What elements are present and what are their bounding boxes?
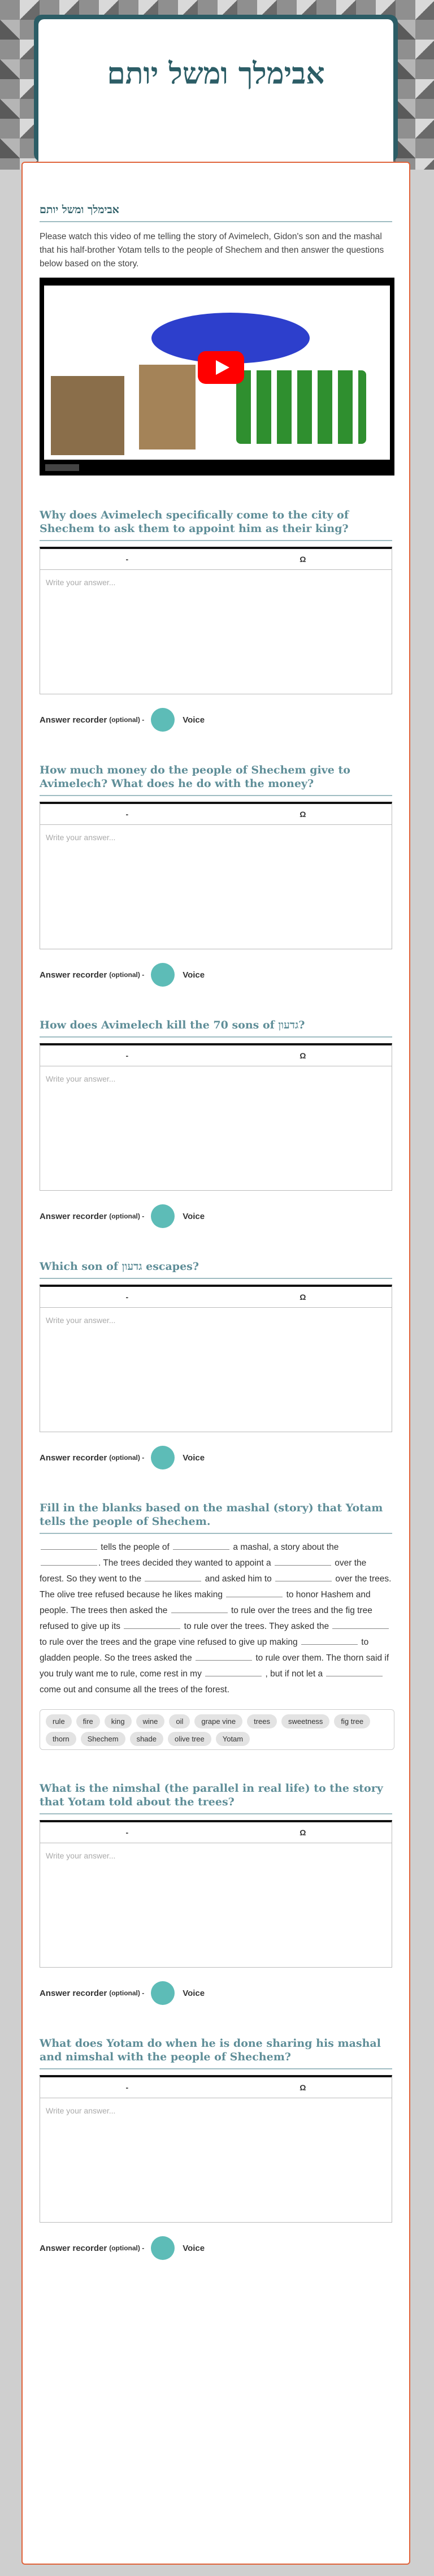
voice-label: Voice [183, 2243, 205, 2253]
question-title: Which son of גדעון escapes? [40, 1260, 392, 1279]
voice-label: Voice [183, 970, 205, 980]
blank-input[interactable] [275, 1572, 332, 1581]
word-chip[interactable]: trees [247, 1714, 277, 1728]
blank-input[interactable] [275, 1556, 331, 1566]
recorder-label: Answer recorder [40, 1453, 107, 1463]
header-inner [38, 19, 393, 162]
word-chip[interactable]: Shechem [81, 1732, 125, 1746]
question-block [40, 1018, 392, 1228]
recorder-optional: (optional) - [109, 1454, 145, 1462]
voice-record-button[interactable] [151, 2236, 175, 2260]
word-chip[interactable]: sweetness [281, 1714, 329, 1728]
subscript-button[interactable]: - [125, 1293, 129, 1302]
answer-textbox[interactable]: Write your answer... [40, 1308, 392, 1432]
voice-record-button[interactable] [151, 708, 175, 732]
subscript-button[interactable]: - [125, 1051, 129, 1060]
blank-input[interactable] [41, 1540, 97, 1550]
answer-recorder [40, 2236, 392, 2260]
question-title: What is the nimshal (the parallel in real life) to the story that Yotam told about the trees? [40, 1782, 392, 1814]
header-card [34, 15, 398, 162]
answer-textbox[interactable]: Write your answer... [40, 570, 392, 694]
figure-image [139, 365, 196, 449]
recorder-optional: (optional) - [109, 2244, 145, 2252]
blank-input[interactable] [226, 1588, 283, 1597]
passage-segment: to rule over the trees. They asked the [181, 1622, 332, 1631]
editor-toolbar [40, 547, 392, 570]
word-chip[interactable]: fig tree [334, 1714, 370, 1728]
question-title: What does Yotam do when he is done sharing his mashal and nimshal with the people of Shechem? [40, 2037, 392, 2069]
word-chip[interactable]: olive tree [168, 1732, 211, 1746]
blank-input[interactable] [196, 1651, 252, 1661]
worksheet-body [21, 162, 410, 2565]
word-chip[interactable]: Yotam [216, 1732, 250, 1746]
question-block [40, 763, 392, 987]
video-player[interactable] [40, 278, 394, 476]
question-block [40, 508, 392, 732]
answer-textbox[interactable]: Write your answer... [40, 1843, 392, 1968]
fill-blank-block [40, 1501, 392, 1750]
word-chip[interactable]: oil [169, 1714, 190, 1728]
passage-segment: a mashal, a story about the [231, 1542, 339, 1552]
editor-toolbar [40, 802, 392, 825]
editor-toolbar [40, 1820, 392, 1843]
word-chip[interactable]: wine [136, 1714, 165, 1728]
video-watermark [45, 464, 79, 471]
omega-symbol-button[interactable]: Ω [300, 1051, 306, 1060]
passage-segment: , but if not let a [263, 1669, 326, 1679]
question-title: How does Avimelech kill the 70 sons of גדעון? [40, 1018, 392, 1038]
passage-segment: over the trees. The olive tree refused because he likes making [40, 1574, 392, 1600]
word-chip[interactable]: king [105, 1714, 132, 1728]
recorder-label: Answer recorder [40, 715, 107, 725]
fill-blank-passage [40, 1540, 392, 1698]
passage-segment: to gladden people. So the trees asked the [40, 1637, 369, 1663]
blank-input[interactable] [145, 1572, 201, 1581]
editor-toolbar [40, 1043, 392, 1066]
subscript-button[interactable]: - [125, 555, 129, 564]
play-icon[interactable] [198, 351, 244, 384]
answer-textbox[interactable]: Write your answer... [40, 825, 392, 949]
intro-heading: אבימלך ומשל יותם [40, 204, 392, 222]
omega-symbol-button[interactable]: Ω [300, 1828, 306, 1837]
blank-input[interactable] [326, 1667, 383, 1676]
blank-input[interactable] [173, 1540, 229, 1550]
recorder-label: Answer recorder [40, 1988, 107, 1998]
question-title: How much money do the people of Shechem give to Avimelech? What does he do with the money? [40, 763, 392, 796]
word-chip[interactable]: thorn [46, 1732, 76, 1746]
recorder-label: Answer recorder [40, 2243, 107, 2253]
answer-textbox[interactable]: Write your answer... [40, 1066, 392, 1191]
word-chip[interactable]: grape vine [194, 1714, 242, 1728]
blank-input[interactable] [301, 1635, 358, 1645]
recorder-label: Answer recorder [40, 1211, 107, 1221]
omega-symbol-button[interactable]: Ω [300, 555, 306, 564]
answer-recorder [40, 1446, 392, 1469]
question-block [40, 1260, 392, 1469]
word-chip[interactable]: fire [76, 1714, 100, 1728]
word-bank [40, 1709, 394, 1750]
voice-record-button[interactable] [151, 963, 175, 987]
question-title: Why does Avimelech specifically come to the city of Shechem to ask them to appoint him as their king? [40, 508, 392, 541]
omega-symbol-button[interactable]: Ω [300, 1293, 306, 1302]
voice-label: Voice [183, 1211, 205, 1221]
passage-segment: come out and consume all the trees of the forest. [40, 1685, 230, 1695]
passage-segment: to rule over the trees and the fig tree refused to give up its [40, 1606, 372, 1631]
blank-input[interactable] [41, 1556, 97, 1566]
answer-textbox[interactable]: Write your answer... [40, 2098, 392, 2223]
word-chip[interactable]: rule [46, 1714, 72, 1728]
passage-segment: to honor Hashem and people. The trees then asked the [40, 1590, 371, 1615]
question-block [40, 2037, 392, 2260]
blank-input[interactable] [205, 1667, 262, 1676]
voice-label: Voice [183, 1988, 205, 1998]
answer-recorder [40, 963, 392, 987]
page-title: אבימלך ומשל יותם [107, 56, 325, 91]
subscript-button[interactable]: - [125, 810, 129, 819]
word-chip[interactable]: shade [130, 1732, 163, 1746]
voice-label: Voice [183, 715, 205, 725]
editor-toolbar [40, 1285, 392, 1308]
editor-toolbar [40, 2075, 392, 2098]
passage-segment: tells the people of [98, 1542, 172, 1552]
passage-segment: . The trees decided they wanted to appoint a [98, 1558, 274, 1568]
figure-image [51, 376, 124, 455]
passage-segment: to rule over them. The thorn said if you truly want me to rule, come rest in my [40, 1653, 389, 1679]
answer-recorder [40, 1981, 392, 2005]
trees-graphic [236, 370, 366, 444]
question-block [40, 1782, 392, 2005]
subscript-button[interactable]: - [125, 2083, 129, 2092]
recorder-label: Answer recorder [40, 970, 107, 980]
answer-recorder [40, 708, 392, 732]
question-title: Fill in the blanks based on the mashal (story) that Yotam tells the people of Shechem. [40, 1501, 392, 1534]
omega-symbol-button[interactable]: Ω [300, 810, 306, 819]
recorder-optional: (optional) - [109, 1989, 145, 1997]
intro-text: Please watch this video of me telling the story of Avimelech, Gidon's son and the mashal that his half-brother Yotam tells to the people of Shechem and then answer the questions below based on the story. [40, 232, 384, 269]
voice-record-button[interactable] [151, 1446, 175, 1469]
passage-segment: and asked him to [202, 1574, 275, 1584]
answer-recorder [40, 1204, 392, 1228]
omega-symbol-button[interactable]: Ω [300, 2083, 306, 2092]
blank-input[interactable] [332, 1619, 389, 1629]
voice-record-button[interactable] [151, 1981, 175, 2005]
recorder-optional: (optional) - [109, 716, 145, 724]
blank-input[interactable] [124, 1619, 180, 1629]
recorder-optional: (optional) - [109, 971, 145, 979]
passage-segment: to rule over the trees and the grape vine refused to give up making [40, 1637, 300, 1647]
voice-record-button[interactable] [151, 1204, 175, 1228]
voice-label: Voice [183, 1453, 205, 1463]
passage-segment: over the forest. So they went to the [40, 1558, 367, 1584]
subscript-button[interactable]: - [125, 1828, 129, 1837]
recorder-optional: (optional) - [109, 1212, 145, 1220]
blank-input[interactable] [171, 1603, 228, 1613]
